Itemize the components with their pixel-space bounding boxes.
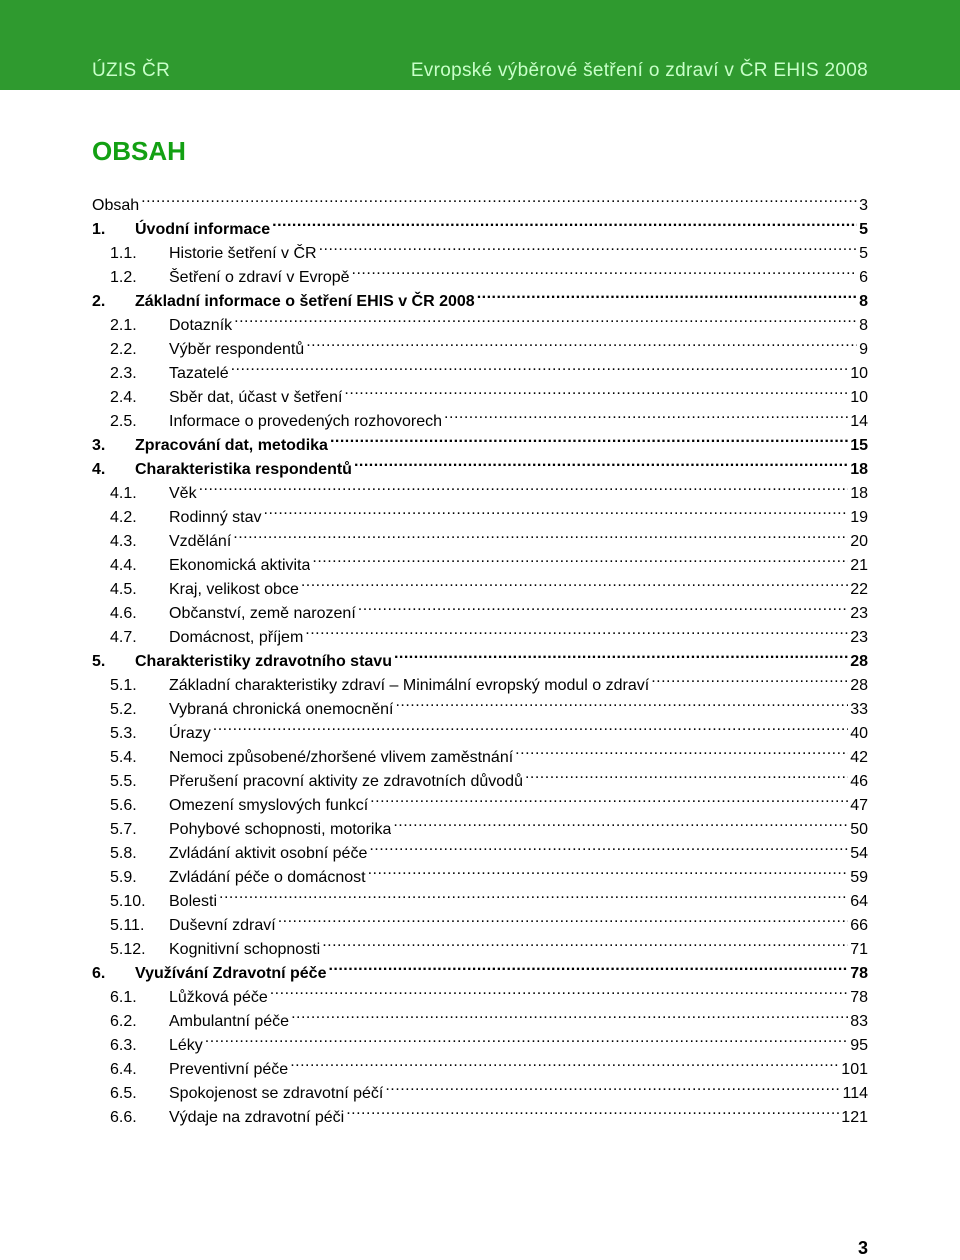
toc-entry-number: 6.2. <box>110 1013 137 1030</box>
toc-entry-page: 18 <box>850 461 868 478</box>
toc-entry-page: 64 <box>850 893 868 910</box>
toc-entry-title: Dotazník <box>169 317 233 334</box>
toc-leader-dots <box>352 258 858 282</box>
toc-entry-number: 6.4. <box>110 1061 137 1078</box>
toc-entry[interactable] <box>92 474 868 502</box>
toc-entry-number: 4.3. <box>110 533 137 550</box>
toc-entry-title: Základní informace o šetření EHIS v ČR 2008 <box>135 293 475 310</box>
toc-entry-title: Základní charakteristiky zdraví – Minimální evropský modul o zdraví <box>169 677 650 694</box>
toc-leader-dots <box>385 1074 840 1098</box>
toc-leader-dots <box>272 210 857 234</box>
toc-entry-page: 20 <box>850 533 868 550</box>
toc-entry-page: 9 <box>859 341 868 358</box>
toc-leader-dots <box>141 186 857 210</box>
toc-entry-number: 4.7. <box>110 629 137 646</box>
toc-entry-page: 19 <box>850 509 868 526</box>
toc-entry-number: 4.6. <box>110 605 137 622</box>
toc-leader-dots <box>394 642 848 666</box>
toc-entry-page: 78 <box>850 989 868 1006</box>
toc-entry-page: 95 <box>850 1037 868 1054</box>
toc-entry-title: Věk <box>169 485 197 502</box>
toc-entry-number: 1.1. <box>110 245 137 262</box>
toc-entry[interactable] <box>92 1026 868 1054</box>
toc-entry-page: 46 <box>850 773 868 790</box>
toc-leader-dots <box>305 618 848 642</box>
toc-leader-dots <box>477 282 857 306</box>
toc-entry-page: 3 <box>859 197 868 214</box>
toc-entry-page: 83 <box>850 1013 868 1030</box>
toc-entry-page: 54 <box>850 845 868 862</box>
toc-entry-title: Šetření o zdraví v Evropě <box>169 269 350 286</box>
toc-entry-page: 47 <box>850 797 868 814</box>
toc-entry-page: 23 <box>850 605 868 622</box>
page-header <box>0 0 960 90</box>
toc-entry-page: 50 <box>850 821 868 838</box>
toc-entry-number: 5.8. <box>110 845 137 862</box>
toc-entry-page: 14 <box>850 413 868 430</box>
toc-entry-title: Lůžková péče <box>169 989 268 1006</box>
toc-leader-dots <box>444 402 848 426</box>
toc-leader-dots <box>234 306 857 330</box>
toc-leader-dots <box>264 498 849 522</box>
toc-leader-dots <box>291 1002 848 1026</box>
toc-leader-dots <box>395 690 848 714</box>
toc-entry[interactable] <box>92 1050 868 1078</box>
toc-entry-page: 6 <box>859 269 868 286</box>
toc-entry-page: 21 <box>850 557 868 574</box>
toc-leader-dots <box>651 666 848 690</box>
toc-entry-title: Kraj, velikost obce <box>169 581 299 598</box>
toc-entry-number: 2.4. <box>110 389 137 406</box>
toc-entry-number: 4. <box>92 461 106 478</box>
toc-entry-number: 4.4. <box>110 557 137 574</box>
toc-entry-title: Charakteristiky zdravotního stavu <box>135 653 392 670</box>
toc-leader-dots <box>306 330 857 354</box>
toc-entry-number: 6.6. <box>110 1109 137 1126</box>
toc-entry-page: 8 <box>859 317 868 334</box>
toc-entry-page: 28 <box>850 677 868 694</box>
toc-entry-page: 18 <box>850 485 868 502</box>
toc-leader-dots <box>525 762 848 786</box>
toc-entry-title: Nemoci způsobené/zhoršené vlivem zaměstnání <box>169 749 514 766</box>
toc-entry-title: Občanství, země narození <box>169 605 356 622</box>
toc-leader-dots <box>278 906 848 930</box>
toc-entry-number: 5.1. <box>110 677 137 694</box>
toc-entry-number: 3. <box>92 437 106 454</box>
toc-entry-title: Přerušení pracovní aktivity ze zdravotních důvodů <box>169 773 523 790</box>
toc-entry-title: Spokojenost se zdravotní péčí <box>169 1085 384 1102</box>
toc-entry-title: Preventivní péče <box>169 1061 289 1078</box>
toc-leader-dots <box>369 834 848 858</box>
toc-entry-page: 8 <box>859 293 868 310</box>
toc-entry-number: 1.2. <box>110 269 137 286</box>
toc-entry-page: 10 <box>850 365 868 382</box>
header-document-title: Evropské výběrové šetření o zdraví v ČR EHIS 2008 <box>410 60 868 81</box>
toc-entry-page: 28 <box>850 653 868 670</box>
toc-leader-dots <box>205 1026 848 1050</box>
toc-entry-title: Domácnost, příjem <box>169 629 304 646</box>
toc-leader-dots <box>358 594 848 618</box>
toc-leader-dots <box>330 426 848 450</box>
toc-entry-number: 6.5. <box>110 1085 137 1102</box>
toc-leader-dots <box>368 858 849 882</box>
toc-entry-title: Tazatelé <box>169 365 229 382</box>
toc-entry-title: Rodinný stav <box>169 509 262 526</box>
toc-entry-title: Ambulantní péče <box>169 1013 290 1030</box>
toc-leader-dots <box>319 234 858 258</box>
toc-entry-title: Bolesti <box>169 893 218 910</box>
toc-leader-dots <box>290 1050 839 1074</box>
toc-leader-dots <box>346 1098 839 1122</box>
toc-entry-number: 5.3. <box>110 725 137 742</box>
toc-entry-title: Omezení smyslových funkcí <box>169 797 369 814</box>
toc-entry-number: 4.1. <box>110 485 137 502</box>
toc-entry-title: Ekonomická aktivita <box>169 557 311 574</box>
toc-entry-title: Historie šetření v ČR <box>169 245 317 262</box>
toc-entry-number: 2. <box>92 293 106 310</box>
toc-entry-page: 101 <box>841 1061 868 1078</box>
toc-entry-number: 5.6. <box>110 797 137 814</box>
table-of-contents <box>92 186 868 1126</box>
toc-entry-page: 59 <box>850 869 868 886</box>
toc-entry-title: Využívání Zdravotní péče <box>135 965 327 982</box>
toc-entry-page: 33 <box>850 701 868 718</box>
page-number: 3 <box>857 1238 868 1258</box>
toc-entry-page: 10 <box>850 389 868 406</box>
toc-leader-dots <box>199 474 849 498</box>
toc-entry-page: 40 <box>850 725 868 742</box>
toc-entry-page: 78 <box>850 965 868 982</box>
toc-entry-page: 5 <box>859 221 868 238</box>
page-title: OBSAH <box>92 136 186 166</box>
toc-entry-number: 1. <box>92 221 106 238</box>
toc-entry-title: Informace o provedených rozhovorech <box>169 413 443 430</box>
toc-leader-dots <box>233 522 848 546</box>
toc-leader-dots <box>393 810 848 834</box>
toc-entry-number: 4.5. <box>110 581 137 598</box>
toc-entry-page: 5 <box>859 245 868 262</box>
toc-entry-title: Sběr dat, účast v šetření <box>169 389 343 406</box>
toc-entry-number: 5.7. <box>110 821 137 838</box>
toc-entry-number: 5.11. <box>110 917 145 934</box>
toc-entry-title: Kognitivní schopnosti <box>169 941 321 958</box>
toc-leader-dots <box>344 378 848 402</box>
toc-leader-dots <box>328 954 848 978</box>
toc-entry-title: Vzdělání <box>169 533 232 550</box>
toc-entry-page: 121 <box>841 1109 868 1126</box>
toc-entry-page: 23 <box>850 629 868 646</box>
toc-entry-number: 5.5. <box>110 773 137 790</box>
toc-entry-page: 42 <box>850 749 868 766</box>
toc-entry-title: Zvládání aktivit osobní péče <box>169 845 368 862</box>
toc-entry-number: 4.2. <box>110 509 137 526</box>
toc-entry-title: Obsah <box>92 197 140 214</box>
toc-leader-dots <box>301 570 848 594</box>
toc-entry-number: 5.10. <box>110 893 146 910</box>
toc-entry-number: 2.2. <box>110 341 137 358</box>
toc-entry-number: 5.2. <box>110 701 137 718</box>
toc-entry-number: 6.1. <box>110 989 137 1006</box>
toc-entry-page: 66 <box>850 917 868 934</box>
toc-entry-number: 5.4. <box>110 749 137 766</box>
toc-entry-title: Úrazy <box>169 725 211 742</box>
toc-leader-dots <box>219 882 848 906</box>
toc-entry-number: 2.1. <box>110 317 137 334</box>
toc-leader-dots <box>270 978 848 1002</box>
toc-entry-page: 71 <box>850 941 868 958</box>
toc-leader-dots <box>213 714 848 738</box>
toc-leader-dots <box>312 546 848 570</box>
toc-entry-title: Pohybové schopnosti, motorika <box>169 821 392 838</box>
toc-leader-dots <box>354 450 848 474</box>
toc-entry-number: 2.3. <box>110 365 137 382</box>
toc-leader-dots <box>515 738 848 762</box>
toc-entry-number: 6. <box>92 965 106 982</box>
toc-entry-title: Výdaje na zdravotní péči <box>169 1109 345 1126</box>
toc-leader-dots <box>231 354 849 378</box>
toc-entry[interactable] <box>92 186 868 214</box>
toc-entry-page: 15 <box>850 437 868 454</box>
toc-entry-number: 5.9. <box>110 869 137 886</box>
toc-entry-number: 5.12. <box>110 941 146 958</box>
toc-entry-title: Zvládání péče o domácnost <box>169 869 366 886</box>
toc-entry-title: Úvodní informace <box>135 221 271 238</box>
toc-entry-number: 5. <box>92 653 106 670</box>
header-org: ÚZIS ČR <box>92 60 171 81</box>
toc-entry-title: Charakteristika respondentů <box>135 461 352 478</box>
toc-entry-title: Výběr respondentů <box>169 341 305 358</box>
toc-leader-dots <box>322 930 848 954</box>
toc-leader-dots <box>370 786 848 810</box>
toc-entry-page: 114 <box>842 1085 868 1102</box>
toc-entry-number: 6.3. <box>110 1037 137 1054</box>
toc-entry-title: Duševní zdraví <box>169 917 276 934</box>
toc-entry-page: 22 <box>850 581 868 598</box>
toc-entry-title: Zpracování dat, metodika <box>135 437 328 454</box>
toc-entry-title: Léky <box>169 1037 203 1054</box>
toc-entry-number: 2.5. <box>110 413 137 430</box>
toc-entry-title: Vybraná chronická onemocnění <box>169 701 394 718</box>
toc-entry[interactable] <box>92 210 868 238</box>
toc-entry[interactable] <box>92 498 868 526</box>
